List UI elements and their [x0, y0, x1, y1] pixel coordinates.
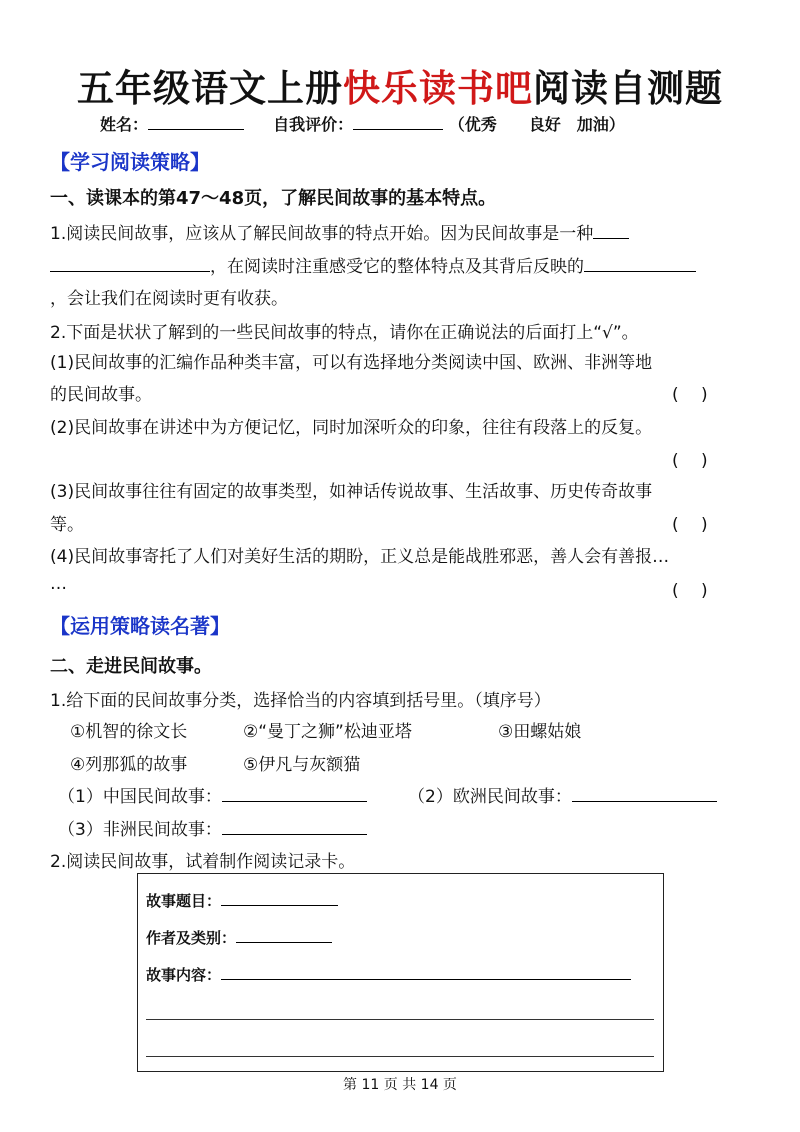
- section1-heading: 一、读课本的第47～48页，了解民间故事的基本特点。: [50, 188, 497, 209]
- title-part2: 阅读自测题: [533, 67, 723, 110]
- section2-heading: 二、走进民间故事。: [50, 656, 212, 677]
- q2-item1-line1: (1)民间故事的汇编作品种类丰富，可以有选择地分类阅读中国、欧洲、非洲等地: [50, 353, 653, 373]
- self-eval-label: 自我评价：: [273, 115, 354, 134]
- card-title-blank[interactable]: [221, 904, 338, 906]
- s2-q1-intro: 1.给下面的民间故事分类，选择恰当的内容填到括号里。（填序号）: [50, 691, 551, 711]
- card-content-blank[interactable]: [221, 978, 631, 980]
- q1-blank2[interactable]: [584, 270, 696, 272]
- category-europe: （2）欧洲民间故事：: [408, 782, 717, 807]
- page-number: 第 11 页 共 14 页: [343, 1077, 457, 1093]
- story-3: ③田螺姑娘: [498, 722, 582, 742]
- q2-intro: 2.下面是状状了解到的一些民间故事的特点，请你在正确说法的后面打上“√”。: [50, 323, 639, 343]
- card-content-line-2[interactable]: [146, 1019, 654, 1020]
- title-highlight: 快乐读书吧: [343, 67, 533, 110]
- category-china-blank[interactable]: [222, 800, 367, 802]
- q1-line3: ，会让我们在阅读时更有收获。: [50, 289, 288, 309]
- q2-item2-answer[interactable]: ( ): [672, 451, 708, 471]
- story-2: ②“曼丁之狮”松迪亚塔: [243, 722, 412, 742]
- story-1: ①机智的徐文长: [70, 722, 188, 742]
- reading-record-card: [137, 873, 664, 1072]
- story-4: ④列那狐的故事: [70, 755, 188, 775]
- title-part1: 五年级语文上册: [77, 67, 343, 110]
- q2-item3-answer[interactable]: ( ): [672, 515, 708, 535]
- q2-item1-line2: 的民间故事。: [50, 385, 152, 405]
- q2-item4-answer[interactable]: ( ): [672, 581, 708, 601]
- name-blank[interactable]: [148, 128, 244, 130]
- category-africa-blank[interactable]: [222, 833, 367, 835]
- story-5: ⑤伊凡与灰额猫: [243, 755, 361, 775]
- card-content-field: 故事内容：: [146, 964, 631, 985]
- name-label: 姓名：: [100, 115, 149, 134]
- card-content-line-3[interactable]: [146, 1056, 654, 1057]
- q2-item3-line1: (3)民间故事往往有固定的故事类型，如神话传说故事、生活故事、历史传奇故事: [50, 482, 653, 502]
- card-author-blank[interactable]: [236, 941, 332, 943]
- category-africa: （3）非洲民间故事：: [58, 815, 367, 840]
- q1-blank1-cont[interactable]: [50, 270, 210, 272]
- card-author-field: 作者及类别：: [146, 927, 332, 948]
- q1-blank1[interactable]: [593, 237, 629, 239]
- section1-header: 【学习阅读策略】: [50, 150, 210, 174]
- student-info-line: [100, 112, 625, 135]
- q2-item1-answer[interactable]: ( ): [672, 385, 708, 405]
- s2-q2-intro: 2.阅读民间故事，试着制作阅读记录卡。: [50, 852, 356, 872]
- q1-line1: 1.阅读民间故事，应该从了解民间故事的特点开始。因为民间故事是一种: [50, 219, 629, 244]
- self-eval-blank[interactable]: [353, 128, 443, 130]
- category-china: （1）中国民间故事：: [58, 782, 367, 807]
- q1-line2: ，在阅读时注重感受它的整体特点及其背后反映的: [50, 252, 696, 277]
- q2-item3-line2: 等。: [50, 515, 84, 535]
- q2-item4-line1: (4)民间故事寄托了人们对美好生活的期盼，正义总是能战胜邪恶，善人会有善报…: [50, 547, 670, 567]
- q2-item2-line1: (2)民间故事在讲述中为方便记忆，同时加深听众的印象，往往有段落上的反复。: [50, 418, 653, 438]
- page-title: [0, 58, 800, 112]
- section2-header: 【运用策略读名著】: [50, 614, 230, 638]
- category-europe-blank[interactable]: [572, 800, 717, 802]
- eval-options: （优秀 良好 加油）: [448, 115, 625, 134]
- q2-item4-line2: …: [50, 574, 67, 594]
- card-title-field: 故事题目：: [146, 890, 338, 911]
